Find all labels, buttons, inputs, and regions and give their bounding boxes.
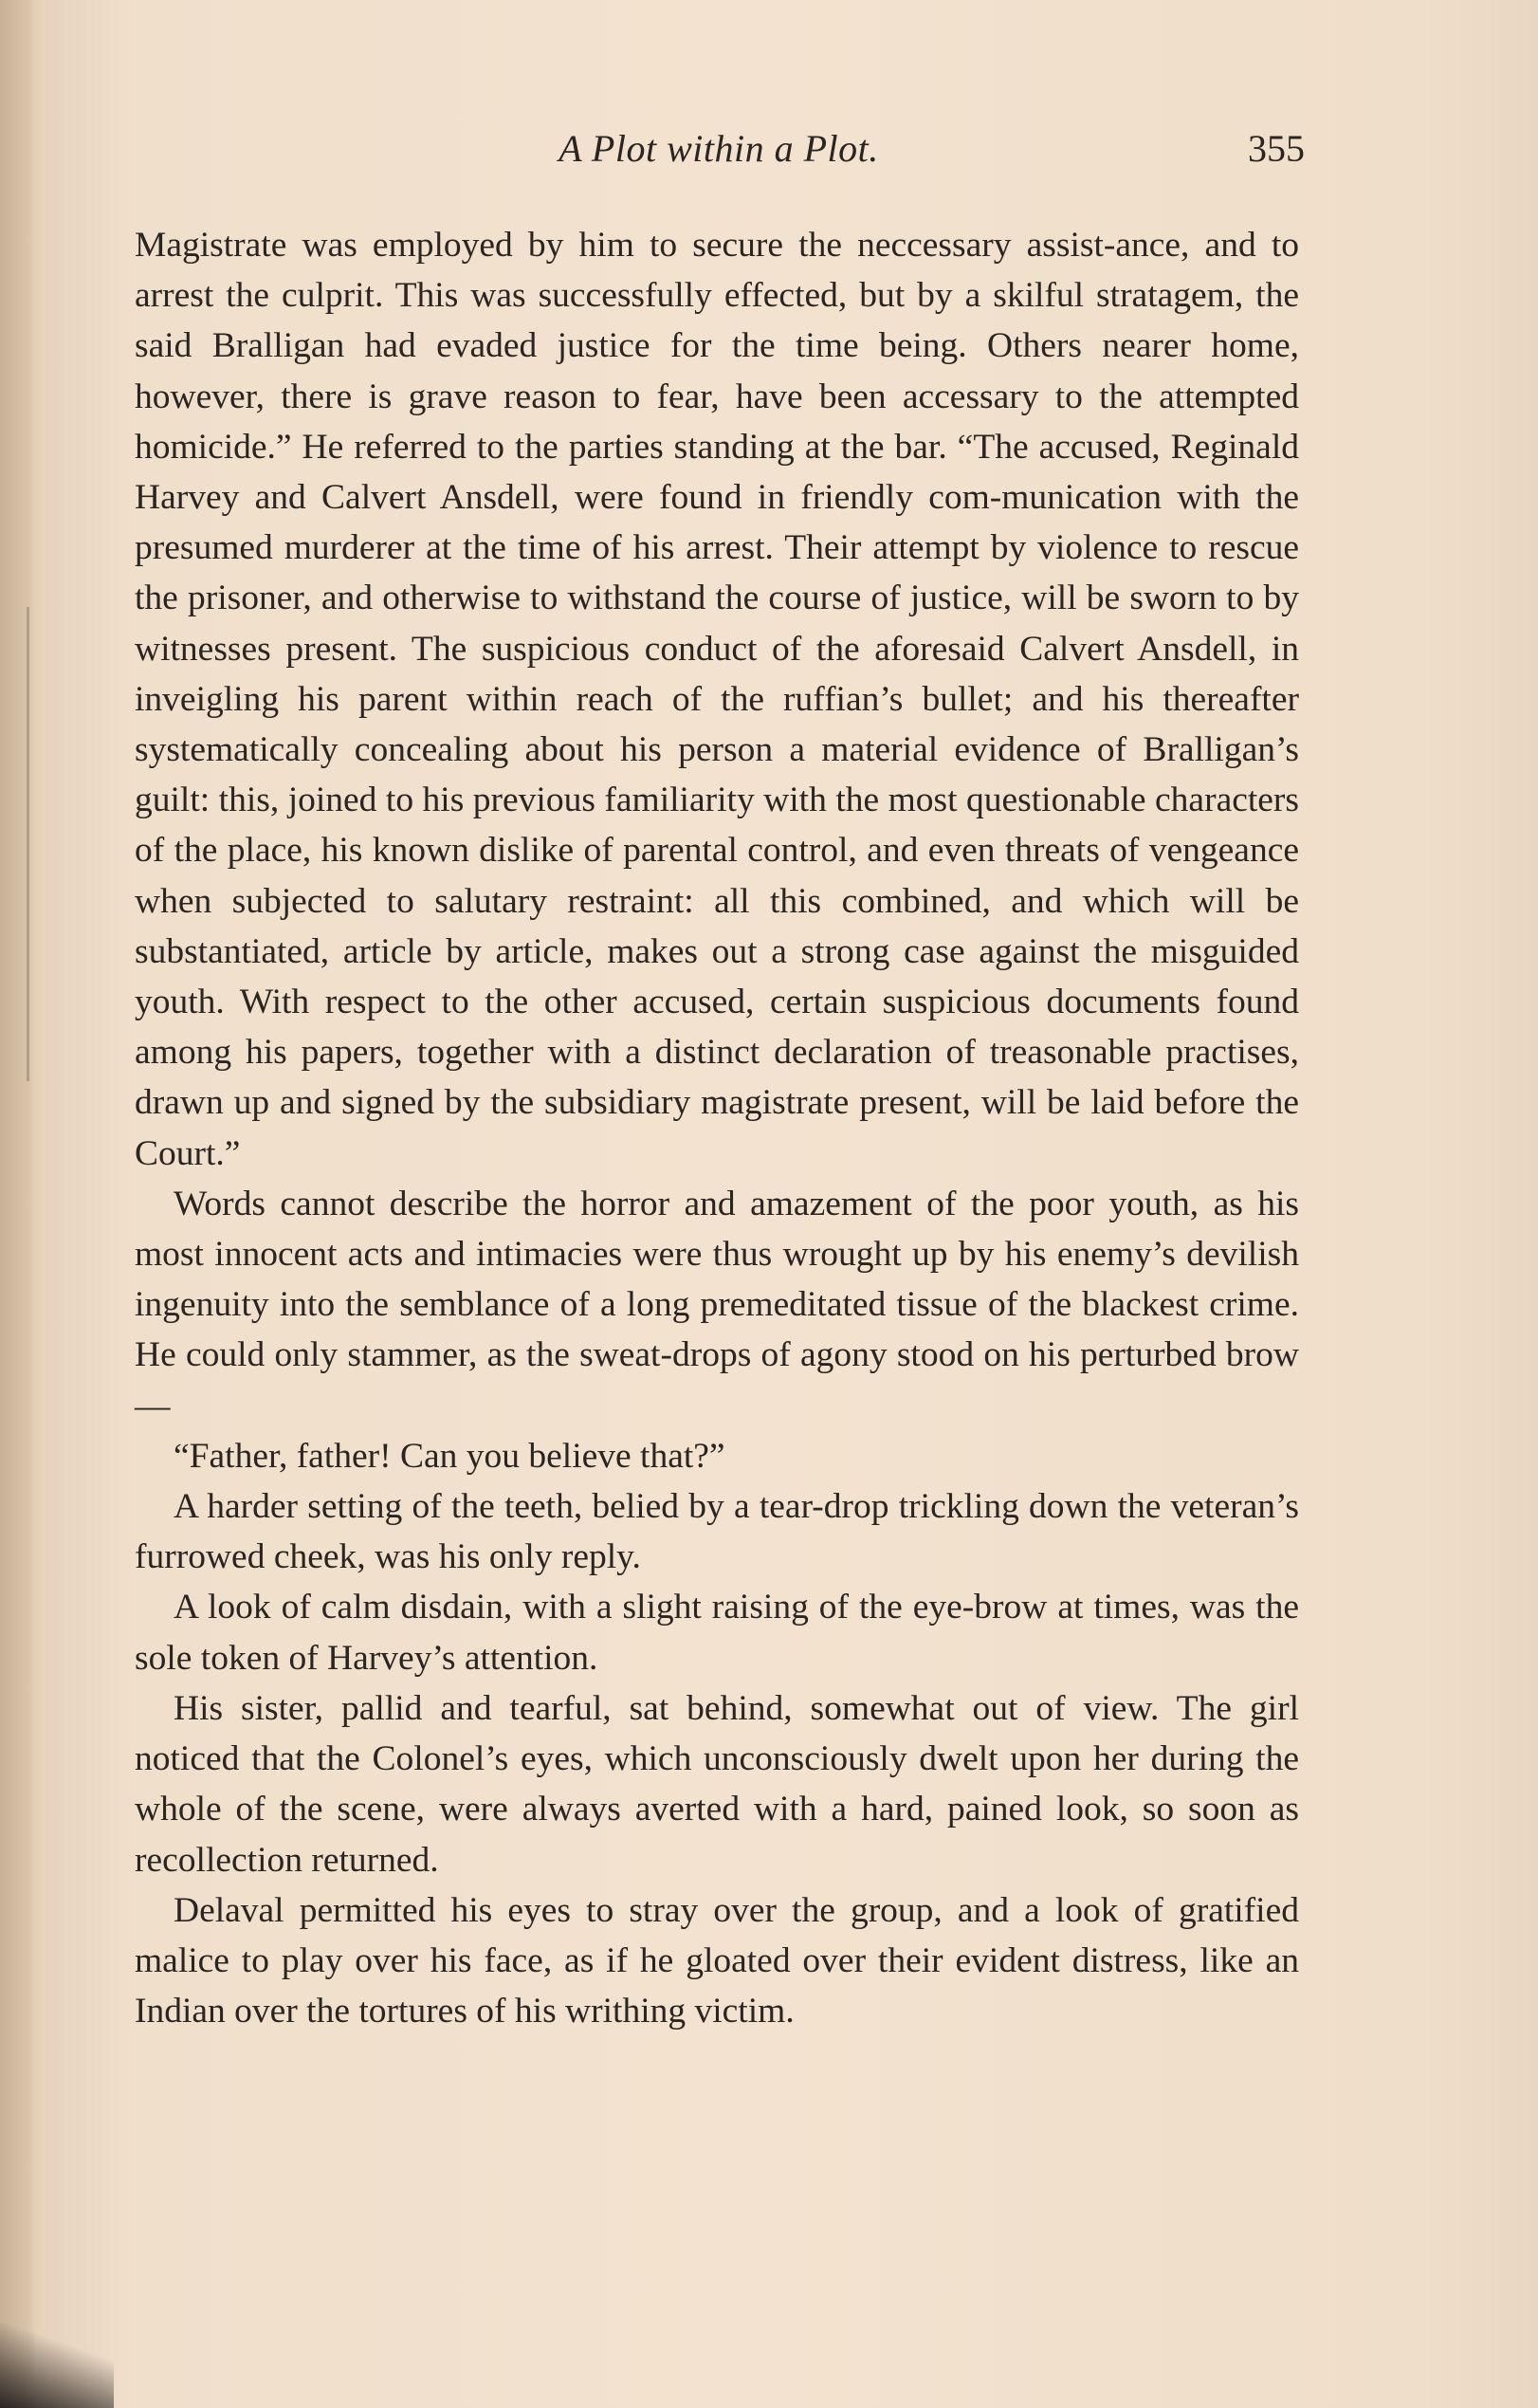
page-number: 355 xyxy=(1248,127,1305,170)
paragraph-3: “Father, father! Can you believe that?” xyxy=(174,1436,725,1476)
paragraph-5: A look of calm disdain, with a slight raising of the eye-brow at times, was the sole token of Harvey’s attention. xyxy=(135,1588,1299,1678)
running-title: A Plot within a Plot. xyxy=(558,127,879,170)
paragraph-2: Words cannot describe the horror and amazement of the poor youth, as his most innocent acts and intimacies were thus wrought up by his enemy’s devilish ingenuity into the semblance of a long premeditated tissue of the blackest crime. He could only stammer, as the sweat-drops of agony stood on his perturbed brow— xyxy=(135,1184,1299,1425)
paragraph-6: His sister, pallid and tearful, sat behind, somewhat out of view. The girl noticed that the Colonel’s eyes, which unconsciously dwelt upon her during the whole of the scene, were always averted with a hard, pained look, so soon as recollection returned. xyxy=(135,1688,1299,1880)
page-header xyxy=(133,126,1305,183)
corner-shadow xyxy=(0,2323,114,2408)
paragraph-1: Magistrate was employed by him to secure the neccessary assist-ance, and to arrest the culprit. This was successfully effected, but by a skilful stratagem, the said Bralligan had evaded justice for the time being. Others nearer home, however, there is grave reason to fear, have been accessary to the attempted homicide.” He referred to the parties standing at the bar. “The accused, Reginald Harvey and Calvert Ansdell, were found in friendly com-munication with the presumed murderer at the time of his arrest. Their attempt by violence to rescue the prisoner, and otherwise to withstand the course of justice, will be sworn to by witnesses present. The suspicious conduct of the aforesaid Calvert Ansdell, in inveigling his parent within reach of the ruffian’s bullet; and his thereafter systematically concealing about his person a material evidence of Bralligan’s guilt: this, joined to his previous familiarity with the most questionable characters of the place, his known dislike of parental control, and even threats of vengeance when subjected to salutary restraint: all this combined, and which will be substantiated, article by article, makes out a strong case against the misguided youth. With respect to the other accused, certain suspicious documents found among his papers, together with a distinct declaration of treasonable practises, drawn up and signed by the subsidiary magistrate present, will be laid before the Court.” xyxy=(135,226,1299,1173)
body-text xyxy=(135,220,1299,2036)
paragraph-7: Delaval permitted his eyes to stray over the group, and a look of gratified malice to play over his face, as if he gloated over their evident distress, like an Indian over the tortures of his writhing victim. xyxy=(135,1890,1299,2031)
paragraph-4: A harder setting of the teeth, belied by a tear-drop trickling down the veteran’s furrowed cheek, was his only reply. xyxy=(135,1487,1299,1577)
gutter-edge-line xyxy=(27,607,29,1081)
page-gutter xyxy=(0,0,36,2408)
